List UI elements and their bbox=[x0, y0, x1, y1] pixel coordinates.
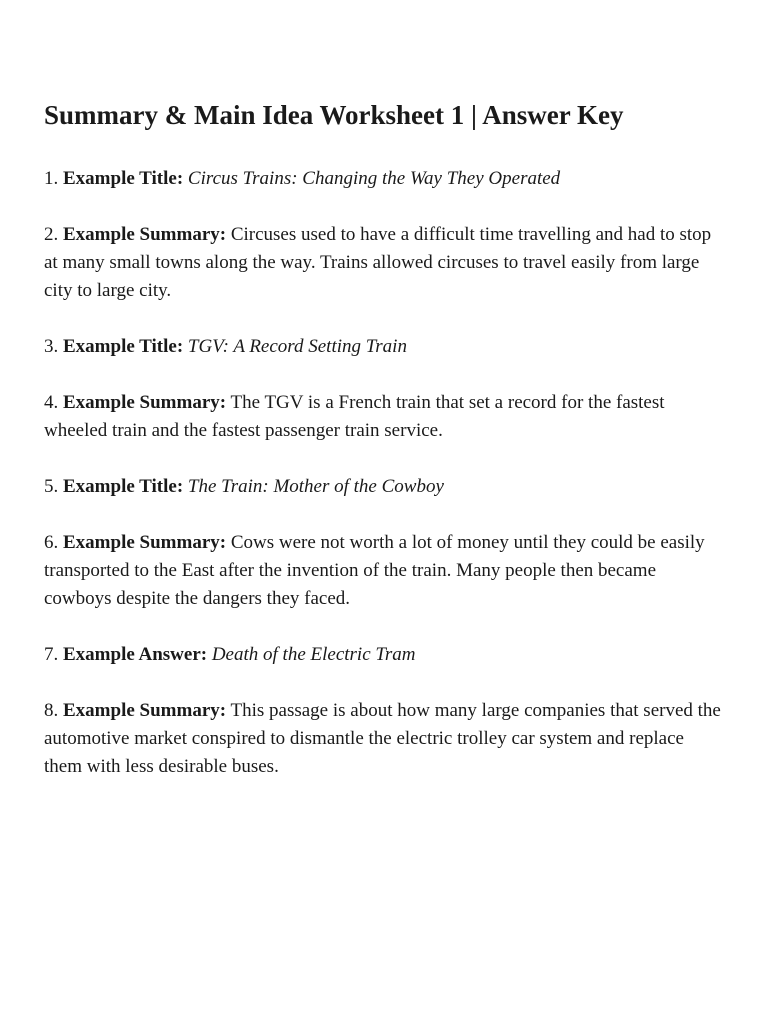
item-answer: TGV: A Record Setting Train bbox=[187, 336, 407, 357]
answer-item-8 bbox=[44, 697, 724, 781]
answer-item-1 bbox=[44, 165, 724, 193]
item-label: Example Title: bbox=[63, 476, 184, 497]
answer-item-2 bbox=[44, 221, 724, 305]
item-label: Example Summary: bbox=[63, 392, 227, 413]
item-number: 4. bbox=[44, 392, 59, 413]
item-number: 8. bbox=[44, 700, 59, 721]
item-number: 3. bbox=[44, 336, 59, 357]
item-answer: This passage is about how many large companies that served the automotive market conspired to dismantle the electric trolley car system and replace them with less desirable buses. bbox=[44, 700, 721, 777]
item-label: Example Summary: bbox=[63, 532, 227, 553]
item-number: 1. bbox=[44, 168, 59, 189]
item-label: Example Title: bbox=[63, 336, 184, 357]
item-number: 5. bbox=[44, 476, 59, 497]
item-number: 6. bbox=[44, 532, 59, 553]
item-answer: Circus Trains: Changing the Way They Operated bbox=[187, 168, 561, 189]
item-number: 2. bbox=[44, 224, 59, 245]
item-answer: The Train: Mother of the Cowboy bbox=[187, 476, 444, 497]
item-label: Example Title: bbox=[63, 168, 184, 189]
item-answer: Death of the Electric Tram bbox=[211, 644, 416, 665]
answer-item-4 bbox=[44, 389, 724, 445]
answer-item-6 bbox=[44, 529, 724, 613]
answer-item-5 bbox=[44, 473, 724, 501]
answer-item-3 bbox=[44, 333, 724, 361]
page-title: Summary & Main Idea Worksheet 1 | Answer Key bbox=[44, 100, 624, 130]
item-answer: Cows were not worth a lot of money until they could be easily transported to the East after the invention of the train. Many people then became cowboys despite the dangers they faced. bbox=[44, 532, 705, 609]
worksheet-page bbox=[44, 98, 724, 809]
item-label: Example Answer: bbox=[63, 644, 208, 665]
answer-item-7 bbox=[44, 641, 724, 669]
item-label: Example Summary: bbox=[63, 224, 227, 245]
item-number: 7. bbox=[44, 644, 59, 665]
item-answer: The TGV is a French train that set a record for the fastest wheeled train and the fastest passenger train service. bbox=[44, 392, 665, 441]
item-label: Example Summary: bbox=[63, 700, 227, 721]
item-answer: Circuses used to have a difficult time travelling and had to stop at many small towns along the way. Trains allowed circuses to travel easily from large city to large city. bbox=[44, 224, 712, 301]
